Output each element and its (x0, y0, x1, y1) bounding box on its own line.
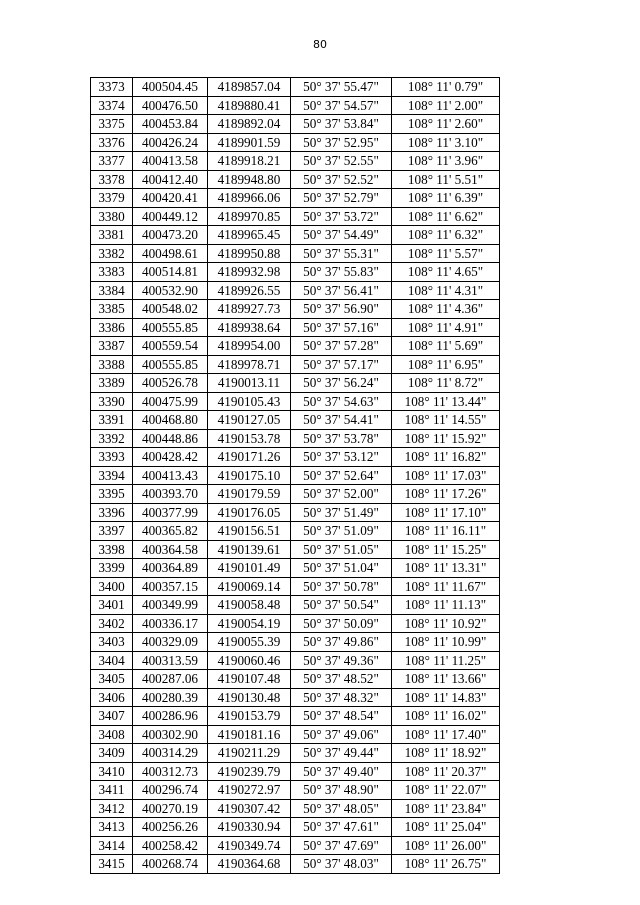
point-number-cell: 3392 (91, 429, 133, 448)
longitude-cell: 108° 11' 10.92" (392, 614, 500, 633)
longitude-cell: 108° 11' 20.37" (392, 762, 500, 781)
y-coordinate-cell: 4190101.49 (208, 559, 291, 578)
x-coordinate-cell: 400336.17 (133, 614, 208, 633)
latitude-cell: 50° 37' 49.36" (291, 651, 392, 670)
latitude-cell: 50° 37' 53.72" (291, 207, 392, 226)
latitude-cell: 50° 37' 57.28" (291, 337, 392, 356)
table-row (91, 207, 500, 226)
y-coordinate-cell: 4189880.41 (208, 96, 291, 115)
point-number-cell: 3409 (91, 744, 133, 763)
point-number-cell: 3394 (91, 466, 133, 485)
table-row (91, 744, 500, 763)
x-coordinate-cell: 400426.24 (133, 133, 208, 152)
latitude-cell: 50° 37' 51.04" (291, 559, 392, 578)
longitude-cell: 108° 11' 5.69" (392, 337, 500, 356)
longitude-cell: 108° 11' 17.26" (392, 485, 500, 504)
latitude-cell: 50° 37' 54.49" (291, 226, 392, 245)
latitude-cell: 50° 37' 55.83" (291, 263, 392, 282)
point-number-cell: 3379 (91, 189, 133, 208)
point-number-cell: 3391 (91, 411, 133, 430)
x-coordinate-cell: 400555.85 (133, 355, 208, 374)
y-coordinate-cell: 4189857.04 (208, 78, 291, 97)
x-coordinate-cell: 400413.43 (133, 466, 208, 485)
table-row (91, 226, 500, 245)
longitude-cell: 108° 11' 4.91" (392, 318, 500, 337)
latitude-cell: 50° 37' 55.47" (291, 78, 392, 97)
latitude-cell: 50° 37' 56.24" (291, 374, 392, 393)
table-row (91, 707, 500, 726)
longitude-cell: 108° 11' 5.57" (392, 244, 500, 263)
table-row (91, 818, 500, 837)
point-number-cell: 3415 (91, 855, 133, 874)
y-coordinate-cell: 4190153.79 (208, 707, 291, 726)
y-coordinate-cell: 4190107.48 (208, 670, 291, 689)
table-row (91, 596, 500, 615)
longitude-cell: 108° 11' 14.55" (392, 411, 500, 430)
table-row (91, 281, 500, 300)
point-number-cell: 3386 (91, 318, 133, 337)
longitude-cell: 108° 11' 2.00" (392, 96, 500, 115)
point-number-cell: 3411 (91, 781, 133, 800)
point-number-cell: 3403 (91, 633, 133, 652)
y-coordinate-cell: 4189950.88 (208, 244, 291, 263)
y-coordinate-cell: 4189932.98 (208, 263, 291, 282)
y-coordinate-cell: 4189970.85 (208, 207, 291, 226)
latitude-cell: 50° 37' 48.90" (291, 781, 392, 800)
latitude-cell: 50° 37' 54.41" (291, 411, 392, 430)
y-coordinate-cell: 4190272.97 (208, 781, 291, 800)
x-coordinate-cell: 400555.85 (133, 318, 208, 337)
longitude-cell: 108° 11' 13.31" (392, 559, 500, 578)
table-row (91, 411, 500, 430)
longitude-cell: 108° 11' 18.92" (392, 744, 500, 763)
latitude-cell: 50° 37' 56.90" (291, 300, 392, 319)
longitude-cell: 108° 11' 3.10" (392, 133, 500, 152)
longitude-cell: 108° 11' 13.66" (392, 670, 500, 689)
point-number-cell: 3410 (91, 762, 133, 781)
longitude-cell: 108° 11' 6.62" (392, 207, 500, 226)
table-row (91, 392, 500, 411)
table-row (91, 466, 500, 485)
y-coordinate-cell: 4189918.21 (208, 152, 291, 171)
table-row (91, 318, 500, 337)
longitude-cell: 108° 11' 25.04" (392, 818, 500, 837)
point-number-cell: 3374 (91, 96, 133, 115)
latitude-cell: 50° 37' 48.05" (291, 799, 392, 818)
table-row (91, 503, 500, 522)
latitude-cell: 50° 37' 47.69" (291, 836, 392, 855)
y-coordinate-cell: 4189965.45 (208, 226, 291, 245)
y-coordinate-cell: 4189966.06 (208, 189, 291, 208)
latitude-cell: 50° 37' 48.03" (291, 855, 392, 874)
x-coordinate-cell: 400256.26 (133, 818, 208, 837)
y-coordinate-cell: 4190130.48 (208, 688, 291, 707)
point-number-cell: 3404 (91, 651, 133, 670)
latitude-cell: 50° 37' 48.54" (291, 707, 392, 726)
y-coordinate-cell: 4190239.79 (208, 762, 291, 781)
longitude-cell: 108° 11' 5.51" (392, 170, 500, 189)
y-coordinate-cell: 4190179.59 (208, 485, 291, 504)
table-row (91, 355, 500, 374)
point-number-cell: 3402 (91, 614, 133, 633)
latitude-cell: 50° 37' 52.95" (291, 133, 392, 152)
y-coordinate-cell: 4189978.71 (208, 355, 291, 374)
y-coordinate-cell: 4189954.00 (208, 337, 291, 356)
y-coordinate-cell: 4190330.94 (208, 818, 291, 837)
table-row (91, 448, 500, 467)
x-coordinate-cell: 400364.89 (133, 559, 208, 578)
longitude-cell: 108° 11' 15.25" (392, 540, 500, 559)
point-number-cell: 3380 (91, 207, 133, 226)
x-coordinate-cell: 400559.54 (133, 337, 208, 356)
table-row (91, 836, 500, 855)
latitude-cell: 50° 37' 53.84" (291, 115, 392, 134)
x-coordinate-cell: 400504.45 (133, 78, 208, 97)
y-coordinate-cell: 4190153.78 (208, 429, 291, 448)
longitude-cell: 108° 11' 4.36" (392, 300, 500, 319)
table-row (91, 559, 500, 578)
y-coordinate-cell: 4190058.48 (208, 596, 291, 615)
x-coordinate-cell: 400349.99 (133, 596, 208, 615)
latitude-cell: 50° 37' 48.32" (291, 688, 392, 707)
longitude-cell: 108° 11' 17.10" (392, 503, 500, 522)
table-row (91, 855, 500, 874)
y-coordinate-cell: 4190054.19 (208, 614, 291, 633)
table-row (91, 633, 500, 652)
x-coordinate-cell: 400377.99 (133, 503, 208, 522)
longitude-cell: 108° 11' 4.65" (392, 263, 500, 282)
latitude-cell: 50° 37' 50.09" (291, 614, 392, 633)
point-number-cell: 3384 (91, 281, 133, 300)
x-coordinate-cell: 400420.41 (133, 189, 208, 208)
x-coordinate-cell: 400449.12 (133, 207, 208, 226)
x-coordinate-cell: 400329.09 (133, 633, 208, 652)
longitude-cell: 108° 11' 0.79" (392, 78, 500, 97)
longitude-cell: 108° 11' 17.03" (392, 466, 500, 485)
point-number-cell: 3414 (91, 836, 133, 855)
y-coordinate-cell: 4190055.39 (208, 633, 291, 652)
x-coordinate-cell: 400428.42 (133, 448, 208, 467)
y-coordinate-cell: 4190105.43 (208, 392, 291, 411)
y-coordinate-cell: 4190176.05 (208, 503, 291, 522)
latitude-cell: 50° 37' 51.05" (291, 540, 392, 559)
longitude-cell: 108° 11' 6.32" (392, 226, 500, 245)
y-coordinate-cell: 4190060.46 (208, 651, 291, 670)
longitude-cell: 108° 11' 3.96" (392, 152, 500, 171)
point-number-cell: 3383 (91, 263, 133, 282)
table-row (91, 614, 500, 633)
y-coordinate-cell: 4190127.05 (208, 411, 291, 430)
latitude-cell: 50° 37' 50.78" (291, 577, 392, 596)
x-coordinate-cell: 400413.58 (133, 152, 208, 171)
x-coordinate-cell: 400258.42 (133, 836, 208, 855)
x-coordinate-cell: 400412.40 (133, 170, 208, 189)
point-number-cell: 3405 (91, 670, 133, 689)
x-coordinate-cell: 400286.96 (133, 707, 208, 726)
table-row (91, 781, 500, 800)
x-coordinate-cell: 400296.74 (133, 781, 208, 800)
y-coordinate-cell: 4189948.80 (208, 170, 291, 189)
longitude-cell: 108° 11' 15.92" (392, 429, 500, 448)
x-coordinate-cell: 400548.02 (133, 300, 208, 319)
latitude-cell: 50° 37' 55.31" (291, 244, 392, 263)
latitude-cell: 50° 37' 57.16" (291, 318, 392, 337)
x-coordinate-cell: 400473.20 (133, 226, 208, 245)
x-coordinate-cell: 400532.90 (133, 281, 208, 300)
longitude-cell: 108° 11' 10.99" (392, 633, 500, 652)
latitude-cell: 50° 37' 48.52" (291, 670, 392, 689)
table-row (91, 651, 500, 670)
x-coordinate-cell: 400365.82 (133, 522, 208, 541)
point-number-cell: 3398 (91, 540, 133, 559)
longitude-cell: 108° 11' 17.40" (392, 725, 500, 744)
y-coordinate-cell: 4189926.55 (208, 281, 291, 300)
x-coordinate-cell: 400468.80 (133, 411, 208, 430)
point-number-cell: 3412 (91, 799, 133, 818)
x-coordinate-cell: 400475.99 (133, 392, 208, 411)
point-number-cell: 3381 (91, 226, 133, 245)
x-coordinate-cell: 400302.90 (133, 725, 208, 744)
y-coordinate-cell: 4190364.68 (208, 855, 291, 874)
point-number-cell: 3399 (91, 559, 133, 578)
table-row (91, 300, 500, 319)
y-coordinate-cell: 4189892.04 (208, 115, 291, 134)
table-row (91, 337, 500, 356)
latitude-cell: 50° 37' 49.40" (291, 762, 392, 781)
table-row (91, 485, 500, 504)
x-coordinate-cell: 400312.73 (133, 762, 208, 781)
point-number-cell: 3382 (91, 244, 133, 263)
y-coordinate-cell: 4190069.14 (208, 577, 291, 596)
point-number-cell: 3401 (91, 596, 133, 615)
coordinates-table (90, 77, 500, 874)
point-number-cell: 3390 (91, 392, 133, 411)
point-number-cell: 3373 (91, 78, 133, 97)
table-row (91, 244, 500, 263)
point-number-cell: 3385 (91, 300, 133, 319)
x-coordinate-cell: 400287.06 (133, 670, 208, 689)
latitude-cell: 50° 37' 52.00" (291, 485, 392, 504)
longitude-cell: 108° 11' 2.60" (392, 115, 500, 134)
x-coordinate-cell: 400448.86 (133, 429, 208, 448)
latitude-cell: 50° 37' 53.78" (291, 429, 392, 448)
latitude-cell: 50° 37' 56.41" (291, 281, 392, 300)
latitude-cell: 50° 37' 52.52" (291, 170, 392, 189)
longitude-cell: 108° 11' 13.44" (392, 392, 500, 411)
y-coordinate-cell: 4190175.10 (208, 466, 291, 485)
point-number-cell: 3406 (91, 688, 133, 707)
table-row (91, 263, 500, 282)
y-coordinate-cell: 4190013.11 (208, 374, 291, 393)
point-number-cell: 3377 (91, 152, 133, 171)
point-number-cell: 3413 (91, 818, 133, 837)
latitude-cell: 50° 37' 54.63" (291, 392, 392, 411)
point-number-cell: 3400 (91, 577, 133, 596)
y-coordinate-cell: 4190171.26 (208, 448, 291, 467)
latitude-cell: 50° 37' 51.49" (291, 503, 392, 522)
latitude-cell: 50° 37' 47.61" (291, 818, 392, 837)
point-number-cell: 3376 (91, 133, 133, 152)
longitude-cell: 108° 11' 23.84" (392, 799, 500, 818)
point-number-cell: 3408 (91, 725, 133, 744)
longitude-cell: 108° 11' 6.39" (392, 189, 500, 208)
latitude-cell: 50° 37' 52.79" (291, 189, 392, 208)
table-row (91, 725, 500, 744)
point-number-cell: 3378 (91, 170, 133, 189)
longitude-cell: 108° 11' 26.00" (392, 836, 500, 855)
table-row (91, 799, 500, 818)
table-row (91, 152, 500, 171)
x-coordinate-cell: 400476.50 (133, 96, 208, 115)
x-coordinate-cell: 400498.61 (133, 244, 208, 263)
table-row (91, 78, 500, 97)
longitude-cell: 108° 11' 11.67" (392, 577, 500, 596)
latitude-cell: 50° 37' 49.86" (291, 633, 392, 652)
point-number-cell: 3389 (91, 374, 133, 393)
point-number-cell: 3393 (91, 448, 133, 467)
coordinates-table-body (91, 78, 500, 874)
longitude-cell: 108° 11' 11.25" (392, 651, 500, 670)
table-row (91, 189, 500, 208)
longitude-cell: 108° 11' 4.31" (392, 281, 500, 300)
longitude-cell: 108° 11' 22.07" (392, 781, 500, 800)
latitude-cell: 50° 37' 52.55" (291, 152, 392, 171)
x-coordinate-cell: 400453.84 (133, 115, 208, 134)
longitude-cell: 108° 11' 16.82" (392, 448, 500, 467)
latitude-cell: 50° 37' 49.44" (291, 744, 392, 763)
x-coordinate-cell: 400364.58 (133, 540, 208, 559)
point-number-cell: 3395 (91, 485, 133, 504)
point-number-cell: 3388 (91, 355, 133, 374)
y-coordinate-cell: 4190139.61 (208, 540, 291, 559)
latitude-cell: 50° 37' 51.09" (291, 522, 392, 541)
y-coordinate-cell: 4190181.16 (208, 725, 291, 744)
x-coordinate-cell: 400268.74 (133, 855, 208, 874)
page-number: 80 (313, 38, 327, 51)
x-coordinate-cell: 400514.81 (133, 263, 208, 282)
y-coordinate-cell: 4190307.42 (208, 799, 291, 818)
latitude-cell: 50° 37' 49.06" (291, 725, 392, 744)
point-number-cell: 3396 (91, 503, 133, 522)
y-coordinate-cell: 4190349.74 (208, 836, 291, 855)
table-row (91, 96, 500, 115)
y-coordinate-cell: 4190156.51 (208, 522, 291, 541)
y-coordinate-cell: 4189927.73 (208, 300, 291, 319)
longitude-cell: 108° 11' 26.75" (392, 855, 500, 874)
x-coordinate-cell: 400313.59 (133, 651, 208, 670)
table-row (91, 115, 500, 134)
table-row (91, 577, 500, 596)
x-coordinate-cell: 400314.29 (133, 744, 208, 763)
table-row (91, 133, 500, 152)
latitude-cell: 50° 37' 57.17" (291, 355, 392, 374)
table-row (91, 540, 500, 559)
y-coordinate-cell: 4189938.64 (208, 318, 291, 337)
table-row (91, 374, 500, 393)
latitude-cell: 50° 37' 50.54" (291, 596, 392, 615)
x-coordinate-cell: 400280.39 (133, 688, 208, 707)
table-row (91, 522, 500, 541)
table-row (91, 762, 500, 781)
longitude-cell: 108° 11' 6.95" (392, 355, 500, 374)
table-row (91, 429, 500, 448)
longitude-cell: 108° 11' 16.11" (392, 522, 500, 541)
x-coordinate-cell: 400270.19 (133, 799, 208, 818)
longitude-cell: 108° 11' 11.13" (392, 596, 500, 615)
latitude-cell: 50° 37' 54.57" (291, 96, 392, 115)
longitude-cell: 108° 11' 8.72" (392, 374, 500, 393)
latitude-cell: 50° 37' 53.12" (291, 448, 392, 467)
x-coordinate-cell: 400357.15 (133, 577, 208, 596)
table-row (91, 688, 500, 707)
latitude-cell: 50° 37' 52.64" (291, 466, 392, 485)
longitude-cell: 108° 11' 14.83" (392, 688, 500, 707)
longitude-cell: 108° 11' 16.02" (392, 707, 500, 726)
y-coordinate-cell: 4190211.29 (208, 744, 291, 763)
table-row (91, 670, 500, 689)
point-number-cell: 3375 (91, 115, 133, 134)
point-number-cell: 3407 (91, 707, 133, 726)
x-coordinate-cell: 400526.78 (133, 374, 208, 393)
table-row (91, 170, 500, 189)
point-number-cell: 3397 (91, 522, 133, 541)
x-coordinate-cell: 400393.70 (133, 485, 208, 504)
point-number-cell: 3387 (91, 337, 133, 356)
y-coordinate-cell: 4189901.59 (208, 133, 291, 152)
